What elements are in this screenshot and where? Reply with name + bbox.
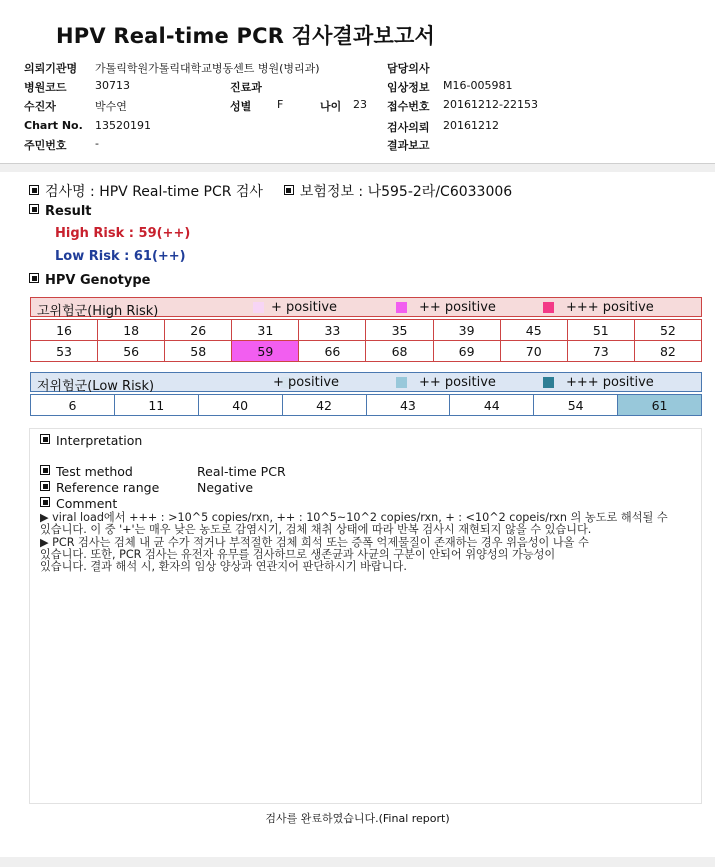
doctor-label: 담당의사: [387, 62, 430, 75]
high-risk-genotype-cell-18: 18: [98, 320, 165, 341]
patient-value: 박수연: [95, 100, 127, 113]
genotype-heading: [29, 273, 150, 288]
low-risk-legend-bar: [30, 372, 702, 392]
square-bullet-icon: [40, 465, 50, 475]
square-bullet-icon: [40, 497, 50, 507]
request-value: 20161212: [443, 119, 499, 132]
final-report-status: 검사를 완료하였습니다.(Final report): [265, 812, 450, 825]
high-risk-genotype-cell-52: 52: [634, 320, 701, 341]
test-info-line: [29, 181, 512, 201]
sex-label: 성별: [230, 100, 252, 113]
test-method-row: [40, 464, 133, 479]
square-bullet-icon: [284, 185, 294, 195]
insurance-value: 나595-2라/C6033006: [367, 184, 513, 200]
institution-label: 의뢰기관명: [24, 62, 78, 75]
interpretation-box: [29, 428, 702, 804]
request-label: 검사의뢰: [387, 121, 430, 134]
patient-label: 수진자: [24, 100, 56, 113]
result-heading-text: Result: [45, 204, 92, 219]
table-row: [31, 395, 702, 416]
legend-plus-positive: + positive: [273, 375, 340, 390]
high-risk-genotype-cell-51: 51: [567, 320, 634, 341]
legend-plusplus-positive: ++ positive: [419, 300, 496, 315]
legend-swatch-plus: [253, 302, 264, 313]
sex-value: F: [277, 98, 284, 111]
insurance-label: 보험정보 :: [299, 184, 368, 200]
high-risk-genotype-cell-68: 68: [366, 341, 433, 362]
low-risk-genotype-cell-44: 44: [450, 395, 534, 416]
high-risk-genotype-cell-58: 58: [165, 341, 232, 362]
square-bullet-icon: [29, 273, 39, 283]
department-label: 진료과: [230, 81, 262, 94]
table-row: [31, 320, 702, 341]
comment-line: ▶ viral load에서 +++ : >10^5 copies/rxn, ++ : 10^5~10^2 copies/rxn, + : <10^2 copeis/rxn 의 농도로 해석될 수: [40, 511, 668, 524]
report-label: 결과보고: [387, 139, 430, 152]
square-bullet-icon: [29, 185, 39, 195]
low-risk-genotype-cell-40: 40: [198, 395, 282, 416]
low-risk-result: Low Risk : 61(++): [55, 249, 186, 264]
low-risk-genotype-cell-43: 43: [366, 395, 450, 416]
low-risk-genotype-table: [30, 394, 702, 416]
legend-swatch-plusplus: [396, 377, 407, 388]
low-risk-label: 저위험군(Low Risk): [37, 379, 155, 394]
low-risk-genotype-cell-6: 6: [31, 395, 115, 416]
reference-range-row: [40, 480, 159, 495]
comment-label: Comment: [56, 496, 118, 511]
table-row: [31, 341, 702, 362]
clinical-label: 임상정보: [387, 81, 430, 94]
high-risk-genotype-cell-45: 45: [500, 320, 567, 341]
receipt-label: 접수번호: [387, 100, 430, 113]
high-risk-genotype-table: [30, 319, 702, 362]
low-risk-genotype-cell-61: 61: [618, 395, 702, 416]
age-value: 23: [353, 98, 367, 111]
high-risk-genotype-cell-26: 26: [165, 320, 232, 341]
test-name-value: HPV Real-time PCR 검사: [99, 184, 263, 200]
test-method-value: Real-time PCR: [197, 464, 286, 479]
high-risk-genotype-cell-35: 35: [366, 320, 433, 341]
legend-swatch-plusplus: [396, 302, 407, 313]
interpretation-heading-text: Interpretation: [56, 433, 143, 448]
clinical-value: M16-005981: [443, 79, 513, 92]
low-risk-genotype-cell-11: 11: [114, 395, 198, 416]
separator-band: [0, 164, 715, 172]
legend-plusplusplus-positive: +++ positive: [566, 300, 654, 315]
legend-plus-positive: + positive: [271, 300, 338, 315]
high-risk-genotype-cell-66: 66: [299, 341, 366, 362]
legend-plusplus-positive: ++ positive: [419, 375, 496, 390]
report-header: [0, 0, 715, 164]
low-risk-genotype-cell-42: 42: [282, 395, 366, 416]
result-heading: [29, 204, 92, 219]
high-risk-genotype-cell-31: 31: [232, 320, 299, 341]
age-label: 나이: [320, 100, 342, 113]
receipt-value: 20161212-22153: [443, 98, 538, 111]
high-risk-genotype-cell-56: 56: [98, 341, 165, 362]
comment-line: 있습니다. 결과 해석 시, 환자의 임상 양상과 연관지어 판단하시기 바랍니다.: [40, 560, 407, 573]
high-risk-result: High Risk : 59(++): [55, 226, 191, 241]
legend-plusplusplus-positive: +++ positive: [566, 375, 654, 390]
high-risk-genotype-cell-73: 73: [567, 341, 634, 362]
high-risk-genotype-cell-69: 69: [433, 341, 500, 362]
high-risk-legend-bar: [30, 297, 702, 317]
genotype-heading-text: HPV Genotype: [45, 273, 151, 288]
test-name-label: 검사명 :: [45, 184, 100, 200]
comment-line: 있습니다. 또한, PCR 검사는 유전자 유무를 검사하므로 생존균과 사균의 구분이 안되어 위양성의 가능성이: [40, 548, 556, 561]
high-risk-genotype-cell-39: 39: [433, 320, 500, 341]
high-risk-genotype-cell-33: 33: [299, 320, 366, 341]
high-risk-label: 고위험군(High Risk): [37, 304, 159, 319]
reference-range-value: Negative: [197, 480, 254, 495]
resident-label: 주민번호: [24, 139, 67, 152]
comment-line: 있습니다. 이 중 '+'는 매우 낮은 농도로 감염시기, 검체 채취 상태에 따라 반복 검사시 재현되지 않을 수 있습니다.: [40, 523, 592, 536]
legend-swatch-plusplusplus: [543, 377, 554, 388]
hospital-code-value: 30713: [95, 79, 130, 92]
high-risk-genotype-cell-70: 70: [500, 341, 567, 362]
high-risk-genotype-cell-16: 16: [31, 320, 98, 341]
reference-range-label: Reference range: [56, 480, 160, 495]
hospital-code-label: 병원코드: [24, 81, 67, 94]
square-bullet-icon: [40, 434, 50, 444]
legend-swatch-plusplusplus: [543, 302, 554, 313]
low-risk-genotype-cell-54: 54: [534, 395, 618, 416]
test-method-label: Test method: [56, 464, 133, 479]
bottom-band: [0, 857, 715, 867]
interpretation-heading: [40, 433, 142, 448]
high-risk-genotype-cell-59: 59: [232, 341, 299, 362]
report-title: HPV Real-time PCR 검사결과보고서: [56, 24, 435, 48]
high-risk-genotype-cell-53: 53: [31, 341, 98, 362]
comment-row: [40, 496, 117, 511]
chart-value: 13520191: [95, 119, 151, 132]
square-bullet-icon: [40, 481, 50, 491]
high-risk-genotype-cell-82: 82: [634, 341, 701, 362]
chart-label: Chart No.: [24, 119, 83, 132]
institution-value: 가톨릭학원가톨릭대학교병동센트 병원(병리과): [95, 62, 320, 75]
resident-value: -: [95, 137, 99, 150]
square-bullet-icon: [29, 204, 39, 214]
comment-line: ▶ PCR 검사는 검체 내 균 수가 적거나 부적절한 검체 희석 또는 증폭 억제물질이 존재하는 경우 위음성이 나올 수: [40, 536, 589, 549]
